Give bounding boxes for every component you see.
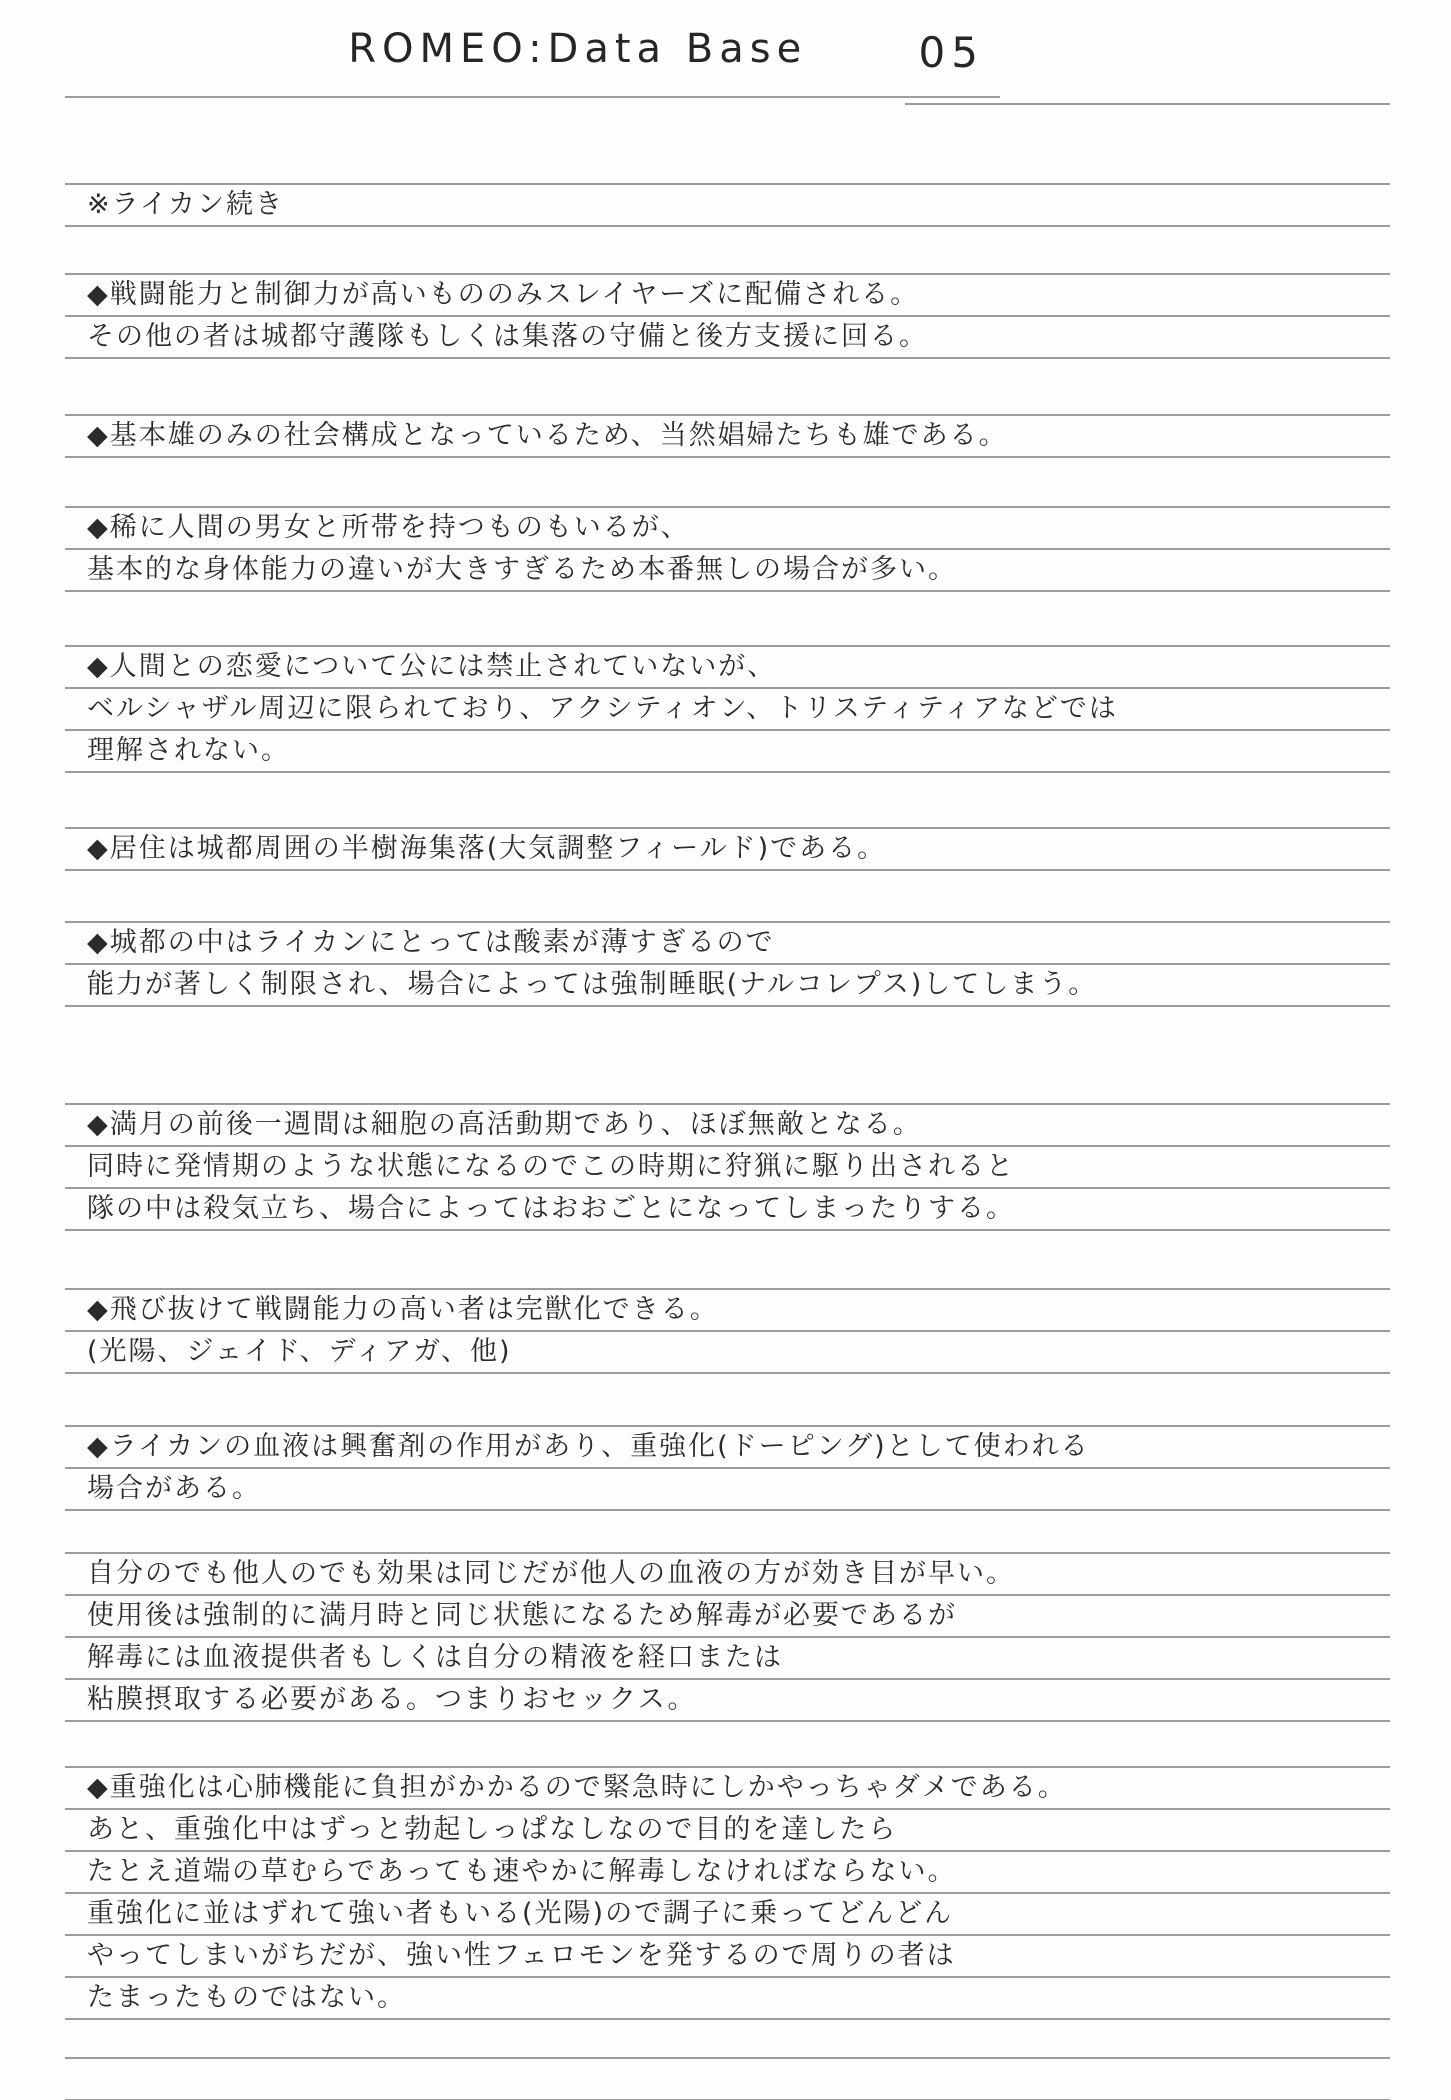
note-line: やってしまいがちだが、強い性フェロモンを発するので周りの者は <box>65 1936 1390 1978</box>
note-block <box>65 1288 1390 1374</box>
note-line: たまったものではない。 <box>65 1978 1390 2020</box>
note-line: ◆重強化は心肺機能に負担がかかるので緊急時にしかやっちゃダメである。 <box>65 1768 1390 1810</box>
note-line: ◆戦闘能力と制御力が高いもののみスレイヤーズに配備される。 <box>65 275 1390 317</box>
note-block <box>65 645 1390 773</box>
note-block <box>65 1766 1390 2020</box>
note-line: 理解されない。 <box>65 731 1390 773</box>
note-line: ◆ライカンの血液は興奮剤の作用があり、重強化(ドーピング)として使われる <box>65 1427 1390 1469</box>
note-line: ◆満月の前後一週間は細胞の高活動期であり、ほぼ無敵となる。 <box>65 1105 1390 1147</box>
note-block <box>65 414 1390 458</box>
note-line: 基本的な身体能力の違いが大きすぎるため本番無しの場合が多い。 <box>65 550 1390 592</box>
note-block <box>65 506 1390 592</box>
blank-ruled-rows <box>65 2057 1390 2100</box>
note-line: 場合がある。 <box>65 1469 1390 1511</box>
note-block <box>65 273 1390 359</box>
note-line: (光陽、ジェイド、ディアガ、他) <box>65 1332 1390 1374</box>
header-underline-right <box>905 103 1390 105</box>
page-number: 05 <box>918 28 984 77</box>
note-block <box>65 921 1390 1007</box>
note-block <box>65 1425 1390 1511</box>
note-line: 粘膜摂取する必要がある。つまりおセックス。 <box>65 1680 1390 1722</box>
note-block <box>65 1552 1390 1722</box>
note-line: その他の者は城都守護隊もしくは集落の守備と後方支援に回る。 <box>65 317 1390 359</box>
note-line: ◆飛び抜けて戦闘能力の高い者は完獣化できる。 <box>65 1290 1390 1332</box>
note-line: たとえ道端の草むらであっても速やかに解毒しなければならない。 <box>65 1852 1390 1894</box>
note-line: ◆居住は城都周囲の半樹海集落(大気調整フィールド)である。 <box>65 829 1390 871</box>
note-line: ◆稀に人間の男女と所帯を持つものもいるが、 <box>65 508 1390 550</box>
note-block <box>65 827 1390 871</box>
page-title: ROMEO:Data Base <box>348 26 808 72</box>
note-line: 能力が著しく制限され、場合によっては強制睡眠(ナルコレプス)してしまう。 <box>65 965 1390 1007</box>
note-block <box>65 1103 1390 1231</box>
note-line: ◆基本雄のみの社会構成となっているため、当然娼婦たちも雄である。 <box>65 416 1390 458</box>
note-line: 同時に発情期のような状態になるのでこの時期に狩猟に駆り出されると <box>65 1147 1390 1189</box>
header-underline-left <box>65 96 1000 98</box>
note-line: ※ライカン続き <box>65 185 1390 227</box>
note-line: 自分のでも他人のでも効果は同じだが他人の血液の方が効き目が早い。 <box>65 1554 1390 1596</box>
note-block-intro <box>65 183 1390 227</box>
note-line: 使用後は強制的に満月時と同じ状態になるため解毒が必要であるが <box>65 1596 1390 1638</box>
page-header <box>0 0 1451 100</box>
ruled-sheet <box>65 183 1390 2100</box>
note-line: ベルシャザル周辺に限られており、アクシティオン、トリスティティアなどでは <box>65 689 1390 731</box>
note-line: ◆城都の中はライカンにとっては酸素が薄すぎるので <box>65 923 1390 965</box>
blank-ruled-row <box>65 2059 1390 2100</box>
note-line: 解毒には血液提供者もしくは自分の精液を経口または <box>65 1638 1390 1680</box>
note-line: 重強化に並はずれて強い者もいる(光陽)ので調子に乗ってどんどん <box>65 1894 1390 1936</box>
note-line: 隊の中は殺気立ち、場合によってはおおごとになってしまったりする。 <box>65 1189 1390 1231</box>
note-line: あと、重強化中はずっと勃起しっぱなしなので目的を達したら <box>65 1810 1390 1852</box>
note-line: ◆人間との恋愛について公には禁止されていないが、 <box>65 647 1390 689</box>
